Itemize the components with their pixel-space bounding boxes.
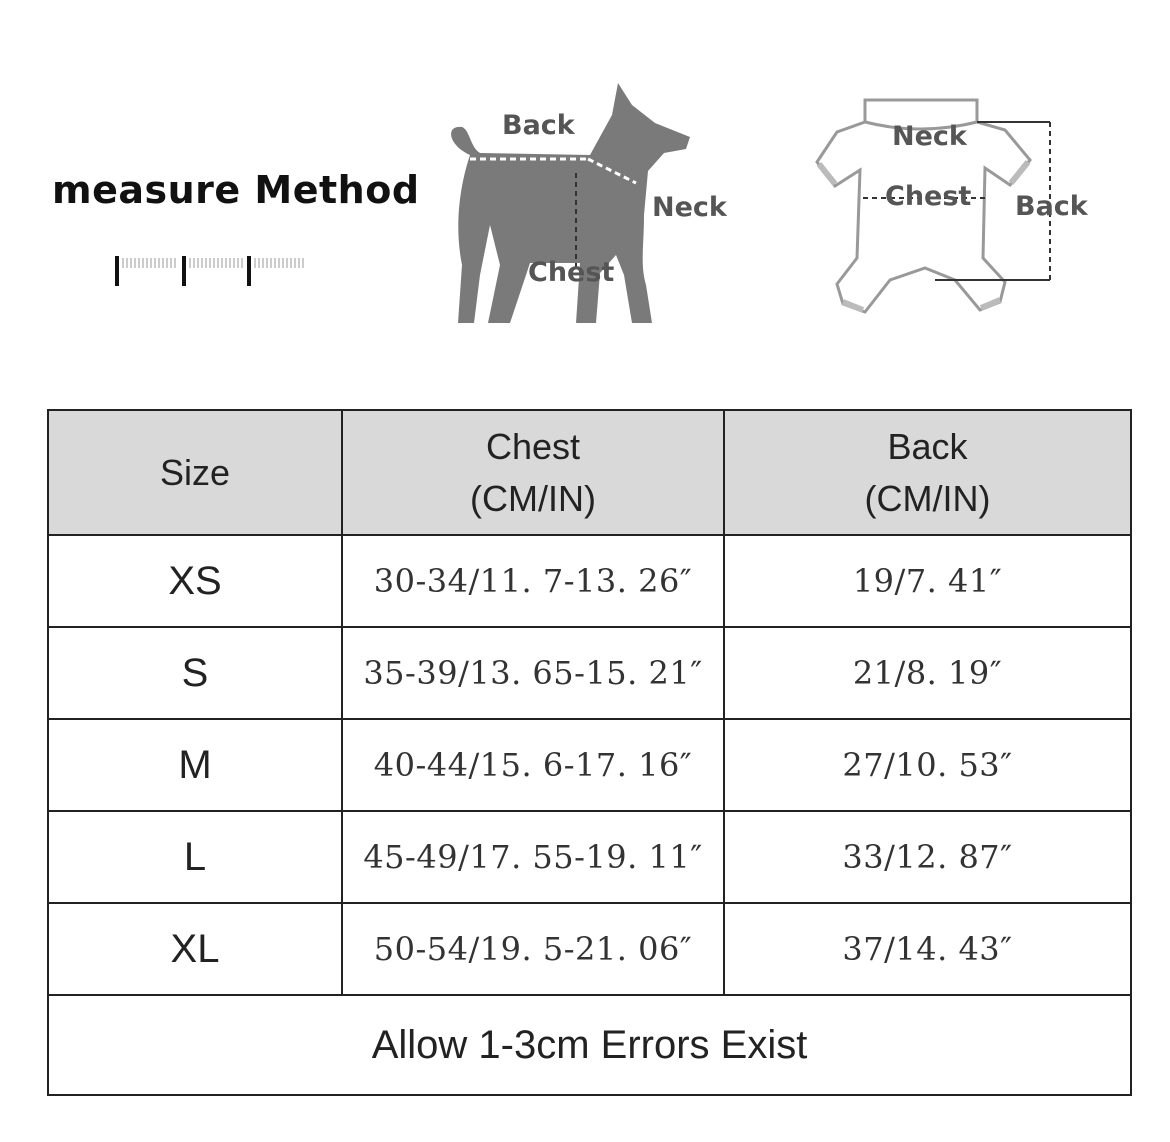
dog-back-label: Back: [502, 110, 575, 141]
dog-measure-diagram: [440, 75, 740, 335]
shirt-measure-diagram: [805, 90, 1095, 330]
error-note: Allow 1-3cm Errors Exist: [48, 995, 1131, 1095]
header-size: [48, 410, 342, 535]
shirt-neck-label: Neck: [892, 121, 967, 152]
dog-chest-label: Chest: [528, 257, 615, 288]
shirt-back-label: Back: [1015, 191, 1088, 222]
dog-neck-label: Neck: [652, 192, 727, 223]
table-row: [48, 811, 1131, 903]
table-note-row: [48, 995, 1131, 1095]
back-cell: 33/12. 87″: [724, 811, 1131, 903]
size-cell: XS: [48, 535, 342, 627]
size-chart-table: [47, 409, 1132, 1096]
header-back: [724, 410, 1131, 535]
measure-header: [0, 0, 1170, 380]
chest-cell: 35-39/13. 65-15. 21″: [342, 627, 724, 719]
header-back-unit: (CM/IN): [864, 477, 991, 519]
measure-method-title: measure Method: [52, 168, 420, 212]
size-cell: S: [48, 627, 342, 719]
chest-cell: 50-54/19. 5-21. 06″: [342, 903, 724, 995]
table-row: [48, 627, 1131, 719]
header-chest-unit: (CM/IN): [470, 477, 596, 519]
size-cell: XL: [48, 903, 342, 995]
table-row: [48, 535, 1131, 627]
chest-cell: 30-34/11. 7-13. 26″: [342, 535, 724, 627]
header-size-label: Size: [159, 451, 231, 493]
shirt-chest-label: Chest: [885, 181, 972, 212]
back-cell: 19/7. 41″: [724, 535, 1131, 627]
header-chest: [342, 410, 724, 535]
table-header-row: [48, 410, 1131, 535]
chest-cell: 40-44/15. 6-17. 16″: [342, 719, 724, 811]
size-cell: L: [48, 811, 342, 903]
table-row: [48, 903, 1131, 995]
back-cell: 37/14. 43″: [724, 903, 1131, 995]
header-back-label: Back: [887, 425, 968, 467]
back-cell: 21/8. 19″: [724, 627, 1131, 719]
table-row: [48, 719, 1131, 811]
ruler-icon: [112, 250, 312, 290]
back-cell: 27/10. 53″: [724, 719, 1131, 811]
header-chest-label: Chest: [485, 425, 581, 467]
chest-cell: 45-49/17. 55-19. 11″: [342, 811, 724, 903]
size-cell: M: [48, 719, 342, 811]
